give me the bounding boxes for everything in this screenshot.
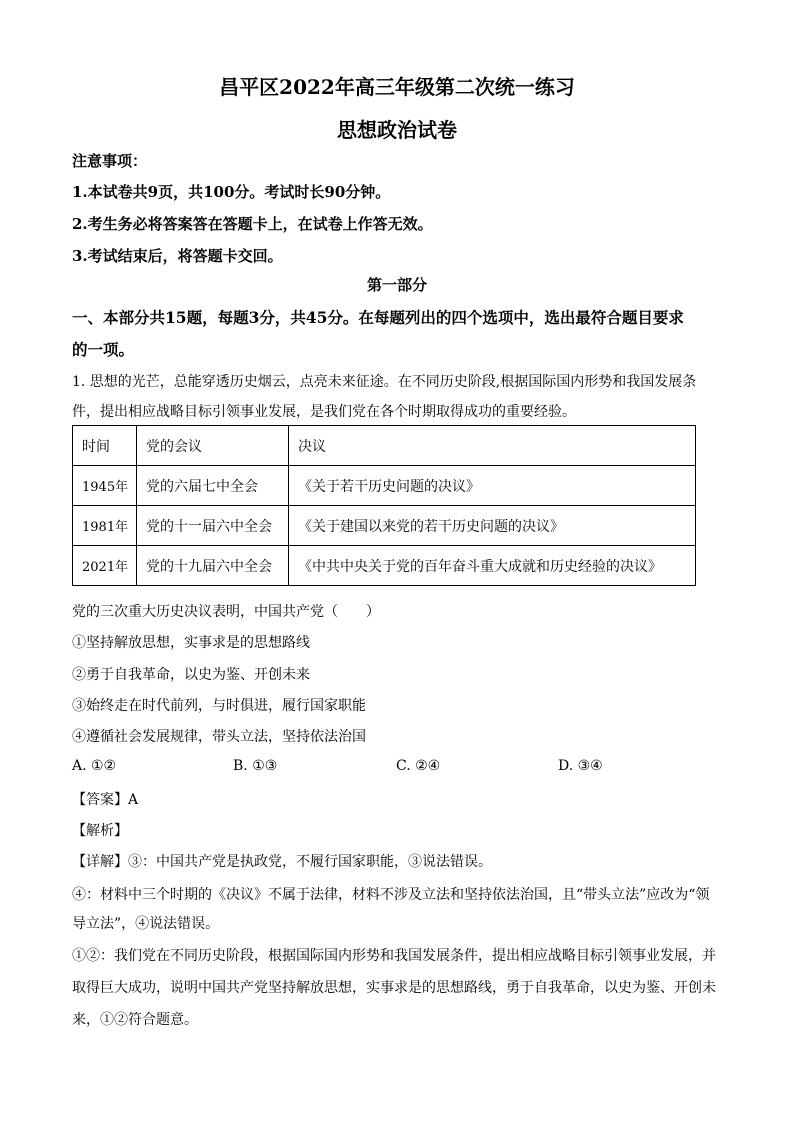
option-a: A. ①② [72,758,117,774]
table-header-time: 时间 [73,426,137,466]
detail-line-2b: 导立法”，④说法错误。 [72,916,220,932]
table-cell-resolution: 《中共中央关于党的百年奋斗重大成就和历史经验的决议》 [289,546,696,586]
answer-line: 【答案】A [72,792,139,808]
table-header-row [73,426,696,466]
option-d: D. ③④ [558,758,603,774]
question1-stem-line1: 1. 思想的光芒，总能穿透历史烟云，点亮未来征途。在不同历史阶段,根据国际国内形势和我国发展条 [72,374,697,390]
statement-3: ③始终走在时代前列，与时俱进，履行国家职能 [72,698,366,714]
table-cell-meeting: 党的六届七中全会 [137,466,289,506]
table-cell-year: 1981年 [73,506,137,546]
exam-title: 昌平区2022年高三年级第二次统一练习 [219,75,575,99]
table-cell-resolution: 《关于建国以来党的若干历史问题的决议》 [289,506,696,546]
table-cell-meeting: 党的十九届六中全会 [137,546,289,586]
table-cell-resolution: 《关于若干历史问题的决议》 [289,466,696,506]
table-row [73,466,696,506]
statement-4: ④遵循社会发展规律，带头立法，坚持依法治国 [72,729,366,745]
table-header-meeting: 党的会议 [137,426,289,466]
table-header-resolution: 决议 [289,426,696,466]
statement-1: ①坚持解放思想，实事求是的思想路线 [72,635,310,651]
option-b: B. ①③ [233,758,278,774]
option-c: C. ②④ [396,758,441,774]
detail-line-3b: 取得巨大成功，说明中国共产党坚持解放思想，实事求是的思想路线，勇于自我革命，以史为鉴、开创未 [72,980,716,996]
notice-item-1: 1.本试卷共9页，共100分。考试时长90分钟。 [72,183,391,201]
detail-line-3a: ①②：我们党在不同历史阶段，根据国际国内形势和我国发展条件，提出相应战略目标引领事业发展，并 [72,948,716,964]
detail-line-3c: 来，①②符合题意。 [72,1012,198,1028]
table-cell-year: 2021年 [73,546,137,586]
question1-stem-line2: 件，提出相应战略目标引领事业发展，是我们党在各个时期取得成功的重要经验。 [72,404,576,420]
table-cell-year: 1945年 [73,466,137,506]
table-row [73,546,696,586]
detail-line-1: 【详解】③：中国共产党是执政党，不履行国家职能，③说法错误。 [72,854,492,870]
question1-prompt: 党的三次重大历史决议表明，中国共产党（ ） [72,604,380,620]
part-title: 第一部分 [366,276,427,294]
resolutions-table [72,425,696,586]
notice-heading: 注意事项： [72,152,148,170]
statement-2: ②勇于自我革命，以史为鉴、开创未来 [72,667,310,683]
exam-subtitle: 思想政治试卷 [337,118,457,142]
detail-line-2a: ④：材料中三个时期的《决议》不属于法律，材料不涉及立法和坚持依法治国，且“带头立法”应改为“领 [72,887,710,903]
notice-item-3: 3.考试结束后，将答题卡交回。 [72,247,283,265]
part-instruction-line2: 的一项。 [72,340,135,359]
table-row [73,506,696,546]
table-cell-meeting: 党的十一届六中全会 [137,506,289,546]
notice-item-2: 2.考生务必将答案答在答题卡上，在试卷上作答无效。 [72,215,433,233]
part-instruction-line1: 一、本部分共15题，每题3分，共45分。在每题列出的四个选项中，选出最符合题目要求 [72,308,684,327]
analysis-label: 【解析】 [72,823,128,839]
